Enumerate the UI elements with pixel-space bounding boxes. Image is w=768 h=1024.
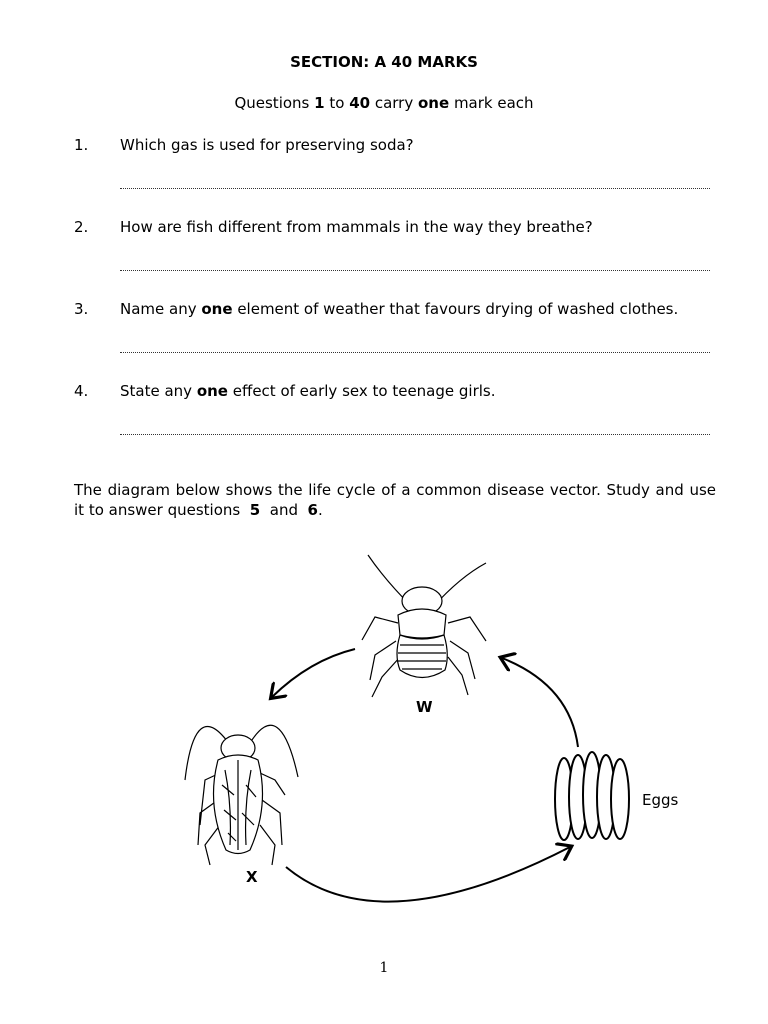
question-3-post: element of weather that favours drying of washed clothes.	[232, 300, 679, 318]
question-4-bold: one	[196, 382, 228, 400]
diagram-intro-end: .	[317, 501, 323, 519]
instructions-to: 40	[349, 94, 371, 112]
question-3-text	[120, 300, 678, 318]
question-2-number: 2.	[74, 218, 89, 236]
diagram-intro-and: and	[264, 501, 303, 519]
instructions-post: mark each	[449, 94, 534, 112]
section-title: SECTION: A 40 MARKS	[290, 53, 478, 71]
label-eggs: Eggs	[642, 791, 679, 809]
page-number: 1	[379, 960, 389, 976]
label-w: W	[416, 698, 433, 716]
question-3-bold: one	[201, 300, 233, 318]
nymph-w-icon	[362, 555, 486, 697]
instructions-mid2: carry	[370, 94, 418, 112]
question-3-pre: Name any	[120, 300, 202, 318]
answer-line-2[interactable]	[120, 270, 710, 271]
instructions-pre: Questions	[234, 94, 315, 112]
diagram-intro-text: The diagram below shows the life cycle of a common disease vector. Study and use it to answer questions	[74, 481, 716, 519]
question-1-text: Which gas is used for preserving soda?	[120, 136, 414, 154]
question-1-number: 1.	[74, 136, 89, 154]
question-2-text: How are fish different from mammals in the way they breathe?	[120, 218, 593, 236]
label-x: X	[246, 868, 258, 886]
question-4-number: 4.	[74, 382, 89, 400]
answer-line-3[interactable]	[120, 352, 710, 353]
arrow-w-to-x	[272, 649, 355, 697]
instructions	[0, 94, 768, 112]
question-4-pre: State any	[120, 382, 197, 400]
instructions-from: 1	[314, 94, 325, 112]
instructions-mid: to	[324, 94, 350, 112]
answer-line-1[interactable]	[120, 188, 710, 189]
answer-line-4[interactable]	[120, 434, 710, 435]
arrow-eggs-to-w	[502, 658, 578, 747]
diagram-intro-q5: 5	[249, 501, 261, 519]
diagram-intro	[74, 480, 716, 520]
eggs-icon	[555, 752, 629, 840]
adult-x-icon	[185, 725, 298, 865]
question-3-number: 3.	[74, 300, 89, 318]
diagram-intro-q6: 6	[307, 501, 318, 519]
arrow-x-to-eggs	[286, 847, 570, 902]
question-4-post: effect of early sex to teenage girls.	[228, 382, 496, 400]
life-cycle-diagram	[150, 545, 710, 925]
instructions-one: one	[418, 94, 450, 112]
question-4-text	[120, 382, 496, 400]
